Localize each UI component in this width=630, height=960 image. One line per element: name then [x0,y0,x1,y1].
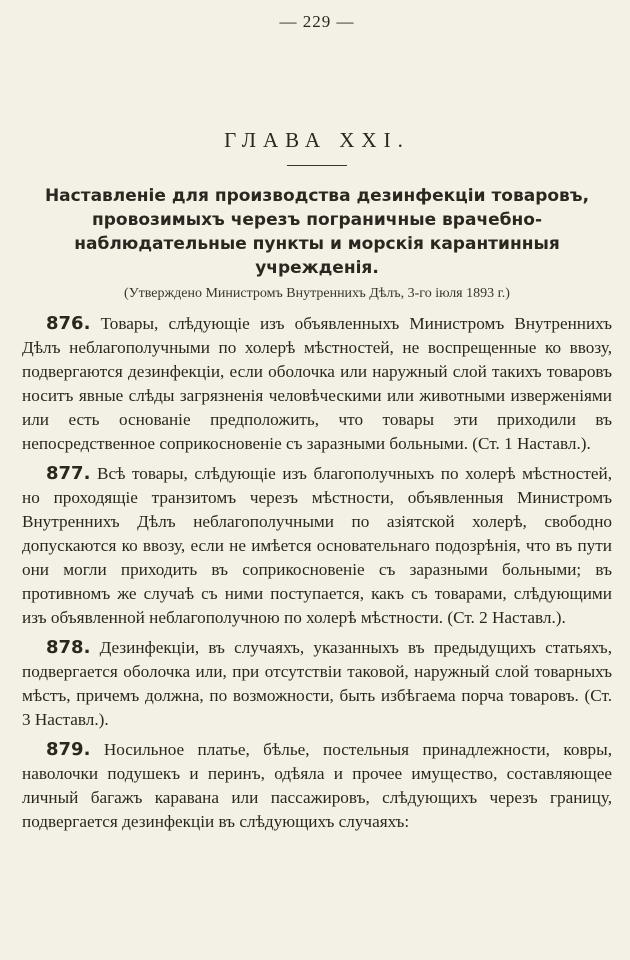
article-number: 879. [46,739,91,760]
document-title: Наставленіе для производства дезинфекціи товаровъ, провозимыхъ черезъ пограничные врачебно-наблюдательные пункты и морскія карантинныя учрежденія. [44,186,590,278]
article-number: 876. [46,313,91,334]
heading-divider [287,165,347,166]
article-876 [22,312,612,456]
article-879 [22,738,612,834]
chapter-heading: ГЛАВА XXI. [224,128,410,152]
article-text: Товары, слѣдующіе изъ объявленныхъ Министромъ Внутреннихъ Дѣлъ неблагополучными по холерѣ мѣстностей, не воспрещенные ко ввозу, подвергаются дезинфекціи, если оболочка или наружный слой такихъ товаровъ носитъ явные слѣды загрязненія человѣческими или животными изверженіями или есть основаніе предположить, что товары эти приходили въ непосредственное соприкосновеніе съ заразными больными. (Ст. 1 Наставл.). [22,314,612,453]
article-877 [22,462,612,630]
approval-note: (Утверждено Министромъ Внутреннихъ Дѣлъ, 3-го іюля 1893 г.) [124,286,510,301]
article-number: 878. [46,637,91,658]
page-number: — 229 — [279,12,355,31]
article-878 [22,636,612,732]
article-text: Дезинфекціи, въ случаяхъ, указанныхъ въ предыдущихъ статьяхъ, подвергается оболочка или, при отсутствіи таковой, наружный слой товарныхъ мѣстъ, причемъ должна, по возможности, быть избѣгаема порча товаровъ. (Ст. 3 Наставл.). [22,638,612,729]
article-text: Носильное платье, бѣлье, постельныя принадлежности, ковры, наволочки подушекъ и перинъ, одѣяла и прочее имущество, составляющее личный багажъ каравана или пассажировъ, слѣдующихъ черезъ границу, подвергается дезинфекціи въ слѣдующихъ случаяхъ: [22,740,612,831]
article-text: Всѣ товары, слѣдующіе изъ благополучныхъ по холерѣ мѣстностей, но проходящіе транзитомъ черезъ мѣстности, объявленныя Министромъ Внутреннихъ Дѣлъ неблагополучными по азіятской холерѣ, свободно допускаются ко ввозу, если не имѣется основательнаго подозрѣнія, что въ пути они могли приходить въ соприкосновеніе съ заразными больными; въ противномъ же случаѣ съ ними поступается, какъ съ товарами, слѣдующими изъ объявленной неблагополучною по холерѣ мѣстности. (Ст. 2 Наставл.). [22,464,612,627]
article-number: 877. [46,463,91,484]
